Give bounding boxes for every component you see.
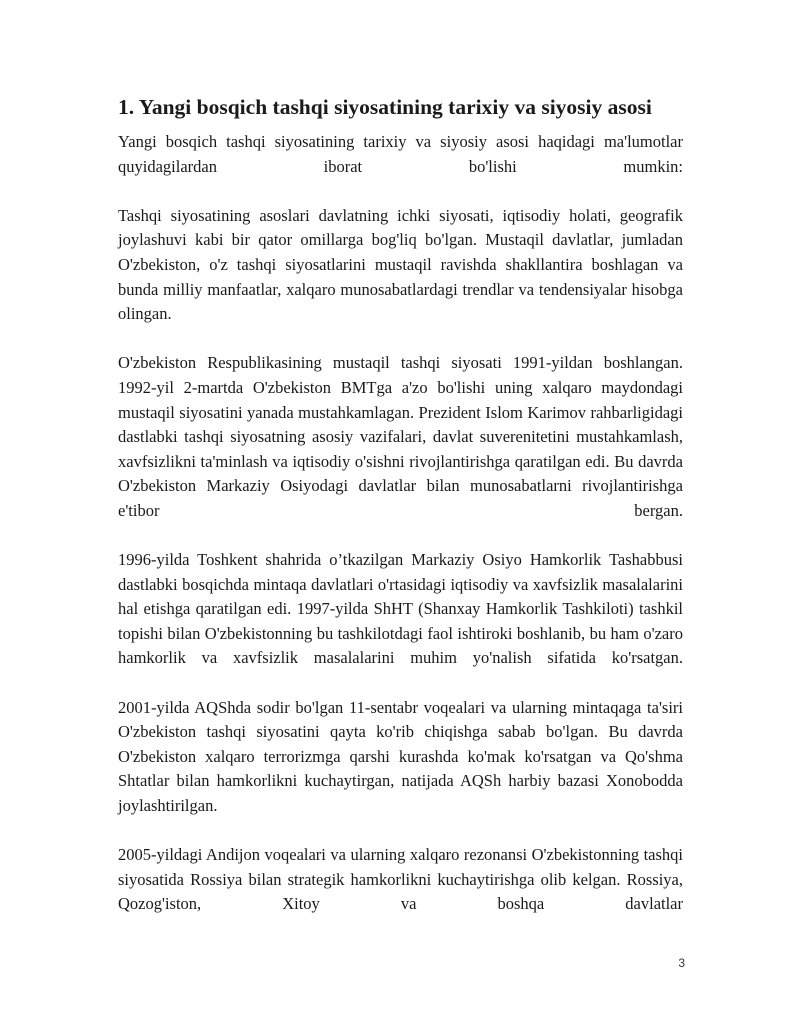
paragraph-foundations: Tashqi siyosatining asoslari davlatning ichki siyosati, iqtisodiy holati, geografik joylashuvi kabi bir qator omillarga bog'liq bo'lgan. Mustaqil davlatlar, jumladan O'zbekiston, o'z tashqi siyosatlarini mustaqil ravishda shakllantira boshlagan va bunda milliy manfaatlar, xalqaro munosabatlardagi trendlar va tendensiyalar hisobga olingan.: [118, 205, 683, 324]
paragraph-central-asia: 1996-yilda Toshkent shahrida o’tkazilgan Markaziy Osiyo Hamkorlik Tashabbusi dastlabki bosqichda mintaqa davlatlari o'rtasidagi iqtisodiy va xavfsizlik masalalarini hal etishga qaratilgan edi. 1997-yilda ShHT (Shanxay Hamkorlik Tashkiloti) tashkil topishi bilan O'zbekistonning bu tashkilotdagi faol ishtiroki boshlanib, bu ham o'zaro hamkorlik va xavfsizlik masalalarini muhim yo'nalish sifatida ko'rsatgan.: [118, 550, 683, 668]
paragraph-2005: 2005-yildagi Andijon voqealari va ularning xalqaro rezonansi O'zbekistonning tashqi siyosatida Rossiya bilan strategik hamkorlikni kuchaytirishga olib kelgan. Rossiya, Qozog'iston, Xitoy va boshqa davlatlar: [118, 845, 683, 914]
body-text: [118, 130, 683, 942]
paragraph-2001: 2001-yilda AQShda sodir bo'lgan 11-sentabr voqealari va ularning mintaqaga ta'siri O'zbekiston tashqi siyosatini qayta ko'rib chiqishga sabab bo'lgan. Bu davrda O'zbekiston xalqaro terrorizmga qarshi kurashda ko'mak ko'rsatgan va Qo'shma Shtatlar bilan hamkorlikni kuchaytirgan, natijada AQSh harbiy bazasi Xonobodda joylashtirilgan.: [118, 697, 683, 816]
page-number: 3: [678, 956, 685, 970]
section-heading: 1. Yangi bosqich tashqi siyosatining tarixiy va siyosiy asosi: [118, 95, 652, 119]
paragraph-intro: Yangi bosqich tashqi siyosatining tarixiy va siyosiy asosi haqidagi ma'lumotlar quyidagilardan iborat bo'lishi mumkin:: [118, 132, 683, 176]
paragraph-independence: O'zbekiston Respublikasining mustaqil tashqi siyosati 1991-yildan boshlangan. 1992-yil 2-martda O'zbekiston BMTga a'zo bo'lishi uning xalqaro maydondagi mustaqil siyosatini yanada mustahkamlagan. Prezident Islom Karimov rahbarligidagi dastlabki tashqi siyosatning asosiy vazifalari, davlat suverenitetini mustahkamlash, xavfsizlikni ta'minlash va iqtisodiy o'sishni rivojlantirishga qaratilgan edi. Bu davrda O'zbekiston Markaziy Osiyodagi davlatlar bilan munosabatlarni rivojlantirishga e'tibor bergan.: [118, 353, 683, 520]
